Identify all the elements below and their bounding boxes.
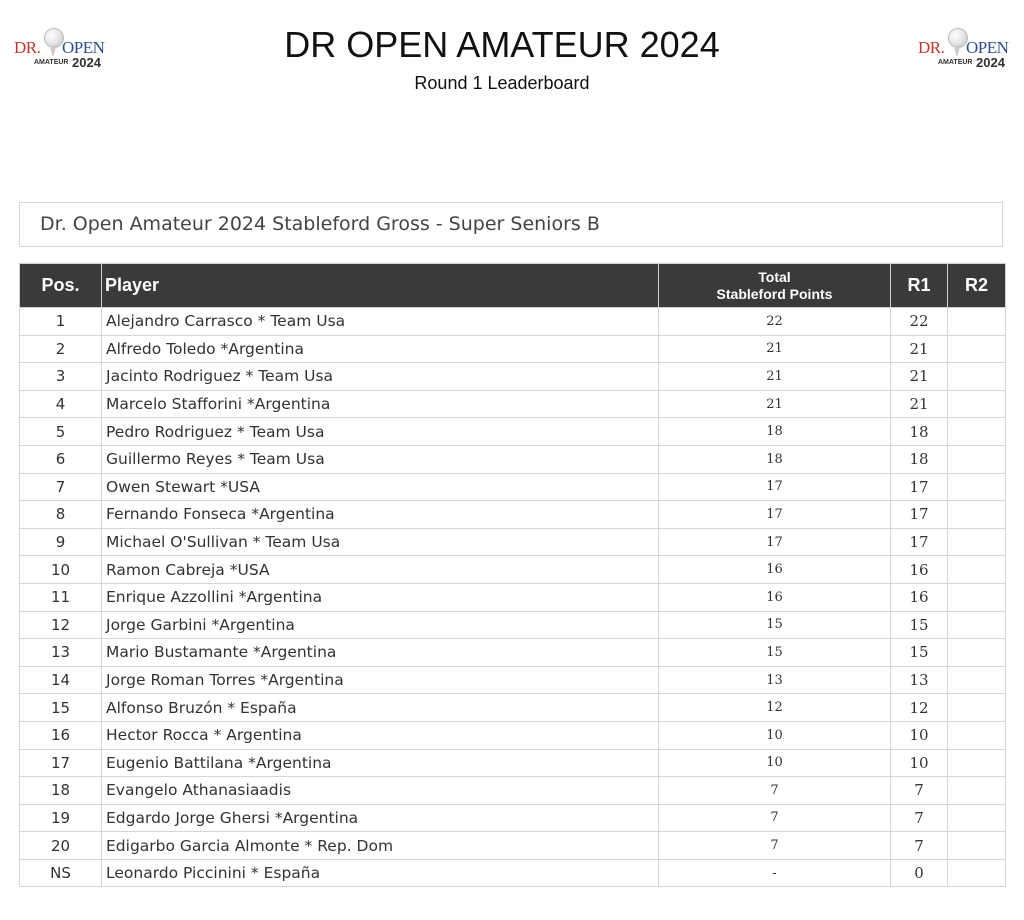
position-cell: NS	[20, 859, 102, 887]
total-points-cell: 21	[659, 390, 891, 418]
position-cell: 4	[20, 390, 102, 418]
column-header-pos: Pos.	[20, 264, 102, 308]
logo-dr-text: DR.	[918, 38, 945, 57]
round2-score-cell	[948, 611, 1006, 639]
player-name-cell: Mario Bustamante *Argentina	[102, 639, 659, 667]
logo-open-text: OPEN	[62, 38, 105, 57]
table-row	[20, 556, 1006, 584]
round2-score-cell	[948, 390, 1006, 418]
total-points-cell: 7	[659, 804, 891, 832]
table-row	[20, 473, 1006, 501]
position-cell: 11	[20, 583, 102, 611]
position-cell: 12	[20, 611, 102, 639]
player-name-cell: Owen Stewart *USA	[102, 473, 659, 501]
table-row	[20, 418, 1006, 446]
total-points-cell: 22	[659, 308, 891, 336]
table-row	[20, 335, 1006, 363]
table-row	[20, 694, 1006, 722]
round2-score-cell	[948, 832, 1006, 860]
player-name-cell: Pedro Rodriguez * Team Usa	[102, 418, 659, 446]
table-row	[20, 666, 1006, 694]
round2-score-cell	[948, 445, 1006, 473]
player-name-cell: Fernando Fonseca *Argentina	[102, 501, 659, 529]
table-row	[20, 390, 1006, 418]
position-cell: 2	[20, 335, 102, 363]
round1-score-cell: 17	[891, 528, 948, 556]
table-row	[20, 363, 1006, 391]
round1-score-cell: 21	[891, 363, 948, 391]
round2-score-cell	[948, 639, 1006, 667]
round2-score-cell	[948, 363, 1006, 391]
table-row	[20, 528, 1006, 556]
round2-score-cell	[948, 473, 1006, 501]
player-name-cell: Marcelo Stafforini *Argentina	[102, 390, 659, 418]
position-cell: 20	[20, 832, 102, 860]
total-points-cell: 18	[659, 418, 891, 446]
round1-score-cell: 15	[891, 611, 948, 639]
round1-score-cell: 10	[891, 749, 948, 777]
player-name-cell: Edigarbo Garcia Almonte * Rep. Dom	[102, 832, 659, 860]
position-cell: 19	[20, 804, 102, 832]
round1-score-cell: 21	[891, 335, 948, 363]
total-points-cell: 10	[659, 721, 891, 749]
total-points-cell: 17	[659, 473, 891, 501]
round1-score-cell: 22	[891, 308, 948, 336]
position-cell: 1	[20, 308, 102, 336]
round2-score-cell	[948, 859, 1006, 887]
player-name-cell: Jacinto Rodriguez * Team Usa	[102, 363, 659, 391]
position-cell: 7	[20, 473, 102, 501]
round2-score-cell	[948, 501, 1006, 529]
logo-dr-text: DR.	[14, 38, 41, 57]
table-row	[20, 749, 1006, 777]
column-header-player: Player	[102, 264, 659, 308]
position-cell: 5	[20, 418, 102, 446]
total-points-cell: 18	[659, 445, 891, 473]
position-cell: 10	[20, 556, 102, 584]
column-header-r2: R2	[948, 264, 1006, 308]
total-points-cell: 21	[659, 363, 891, 391]
round2-score-cell	[948, 749, 1006, 777]
position-cell: 14	[20, 666, 102, 694]
position-cell: 8	[20, 501, 102, 529]
column-header-r1: R1	[891, 264, 948, 308]
table-row	[20, 308, 1006, 336]
table-row	[20, 639, 1006, 667]
position-cell: 9	[20, 528, 102, 556]
round2-score-cell	[948, 335, 1006, 363]
round2-score-cell	[948, 777, 1006, 805]
table-row	[20, 859, 1006, 887]
table-row	[20, 501, 1006, 529]
total-points-cell: 12	[659, 694, 891, 722]
round1-score-cell: 21	[891, 390, 948, 418]
total-points-cell: 15	[659, 611, 891, 639]
round2-score-cell	[948, 556, 1006, 584]
logo-open-text: OPEN	[966, 38, 1009, 57]
page-title: DR OPEN AMATEUR 2024	[284, 24, 720, 65]
round1-score-cell: 0	[891, 859, 948, 887]
total-points-cell: 10	[659, 749, 891, 777]
round1-score-cell: 16	[891, 556, 948, 584]
position-cell: 13	[20, 639, 102, 667]
round1-score-cell: 10	[891, 721, 948, 749]
position-cell: 16	[20, 721, 102, 749]
leaderboard-body	[20, 308, 1006, 887]
table-row	[20, 832, 1006, 860]
player-name-cell: Ramon Cabreja *USA	[102, 556, 659, 584]
table-row	[20, 611, 1006, 639]
player-name-cell: Guillermo Reyes * Team Usa	[102, 445, 659, 473]
round2-score-cell	[948, 583, 1006, 611]
total-points-cell: 7	[659, 832, 891, 860]
total-points-cell: -	[659, 859, 891, 887]
division-title: Dr. Open Amateur 2024 Stableford Gross - Super Seniors B	[19, 202, 1003, 247]
player-name-cell: Evangelo Athanasiaadis	[102, 777, 659, 805]
player-name-cell: Jorge Roman Torres *Argentina	[102, 666, 659, 694]
round2-score-cell	[948, 666, 1006, 694]
player-name-cell: Alfonso Bruzón * España	[102, 694, 659, 722]
table-row	[20, 777, 1006, 805]
table-row	[20, 583, 1006, 611]
total-points-cell: 7	[659, 777, 891, 805]
player-name-cell: Eugenio Battilana *Argentina	[102, 749, 659, 777]
page-subtitle: Round 1 Leaderboard	[414, 73, 590, 93]
position-cell: 6	[20, 445, 102, 473]
round2-score-cell	[948, 804, 1006, 832]
round2-score-cell	[948, 694, 1006, 722]
round2-score-cell	[948, 528, 1006, 556]
column-header-total-line2: Stableford Points	[716, 285, 833, 302]
round1-score-cell: 7	[891, 832, 948, 860]
round1-score-cell: 17	[891, 501, 948, 529]
logo-year-text: 2024	[976, 55, 1005, 70]
position-cell: 3	[20, 363, 102, 391]
player-name-cell: Enrique Azzollini *Argentina	[102, 583, 659, 611]
column-header-total	[659, 264, 891, 308]
round1-score-cell: 7	[891, 777, 948, 805]
player-name-cell: Michael O'Sullivan * Team Usa	[102, 528, 659, 556]
total-points-cell: 15	[659, 639, 891, 667]
table-row	[20, 721, 1006, 749]
total-points-cell: 16	[659, 583, 891, 611]
player-name-cell: Edgardo Jorge Ghersi *Argentina	[102, 804, 659, 832]
total-points-cell: 13	[659, 666, 891, 694]
player-name-cell: Hector Rocca * Argentina	[102, 721, 659, 749]
leaderboard-table	[19, 263, 1006, 887]
table-row	[20, 445, 1006, 473]
table-row	[20, 804, 1006, 832]
round1-score-cell: 7	[891, 804, 948, 832]
round1-score-cell: 13	[891, 666, 948, 694]
round2-score-cell	[948, 418, 1006, 446]
total-points-cell: 17	[659, 501, 891, 529]
total-points-cell: 16	[659, 556, 891, 584]
logo-amateur-text: AMATEUR	[34, 59, 69, 66]
position-cell: 17	[20, 749, 102, 777]
round1-score-cell: 18	[891, 445, 948, 473]
logo-amateur-text: AMATEUR	[938, 59, 973, 66]
position-cell: 18	[20, 777, 102, 805]
position-cell: 15	[20, 694, 102, 722]
round1-score-cell: 17	[891, 473, 948, 501]
round1-score-cell: 16	[891, 583, 948, 611]
player-name-cell: Alejandro Carrasco * Team Usa	[102, 308, 659, 336]
player-name-cell: Jorge Garbini *Argentina	[102, 611, 659, 639]
round1-score-cell: 12	[891, 694, 948, 722]
table-header-row	[20, 264, 1006, 308]
round2-score-cell	[948, 721, 1006, 749]
round1-score-cell: 15	[891, 639, 948, 667]
round2-score-cell	[948, 308, 1006, 336]
round1-score-cell: 18	[891, 418, 948, 446]
player-name-cell: Leonardo Piccinini * España	[102, 859, 659, 887]
logo-year-text: 2024	[72, 55, 101, 70]
player-name-cell: Alfredo Toledo *Argentina	[102, 335, 659, 363]
total-points-cell: 21	[659, 335, 891, 363]
column-header-total-line1: Total	[758, 268, 791, 285]
total-points-cell: 17	[659, 528, 891, 556]
